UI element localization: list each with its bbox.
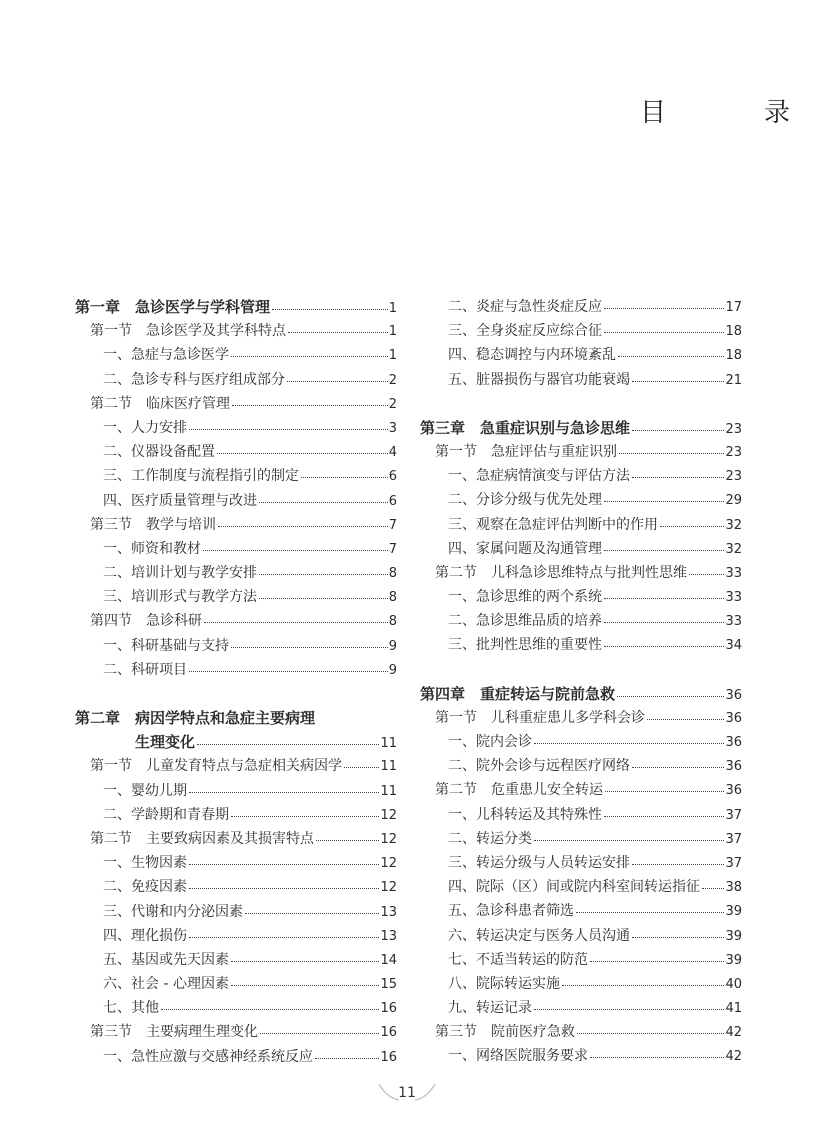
toc-leader-dots xyxy=(231,961,379,962)
toc-leader-dots xyxy=(189,792,379,793)
toc-left-column xyxy=(75,295,397,1069)
toc-entry-page: 33 xyxy=(725,590,742,606)
toc-entry-text: 一、急性应激与交感神经系统反应 xyxy=(103,1048,313,1065)
toc-leader-dots xyxy=(702,888,724,889)
toc-item[interactable] xyxy=(420,633,742,657)
toc-entry-page: 38 xyxy=(725,880,742,896)
toc-chapter[interactable] xyxy=(420,682,742,706)
toc-item[interactable] xyxy=(75,561,397,585)
toc-leader-dots xyxy=(197,744,379,745)
toc-entry-page: 36 xyxy=(725,735,742,750)
toc-entry-text: 一、急症与急诊医学 xyxy=(103,347,229,364)
toc-item[interactable] xyxy=(75,368,397,392)
toc-entry-text: 四、稳态调控与内环境紊乱 xyxy=(448,347,616,364)
toc-entry-text: 九、转运记录 xyxy=(448,1000,532,1017)
toc-entry-text: 三、培训形式与教学方法 xyxy=(103,589,257,606)
toc-chapter-continuation[interactable] xyxy=(75,730,397,754)
toc-entry-page: 39 xyxy=(725,928,742,944)
toc-entry-text: 三、代谢和内分泌因素 xyxy=(103,903,243,920)
toc-leader-dots xyxy=(604,598,724,599)
toc-entry-text: 三、工作制度与流程指引的制定 xyxy=(103,468,299,485)
toc-entry-page: 12 xyxy=(380,807,397,823)
toc-section[interactable] xyxy=(420,706,742,730)
toc-entry-text: 第三章 急重症识别与急诊思维 xyxy=(420,418,631,437)
toc-entry-text: 一、婴幼儿期 xyxy=(103,782,187,799)
toc-item[interactable] xyxy=(420,996,742,1020)
toc-section[interactable] xyxy=(75,392,397,416)
toc-entry-text: 二、院外会诊与远程医疗网络 xyxy=(448,758,630,775)
toc-entry-page: 39 xyxy=(725,904,742,920)
toc-entry-text: 一、急症病情演变与评估方法 xyxy=(448,468,630,485)
toc-entry-text: 一、急诊思维的两个系统 xyxy=(448,589,602,606)
toc-item[interactable] xyxy=(75,489,397,513)
toc-entry-text: 第四节 急诊科研 xyxy=(90,613,202,630)
toc-item[interactable] xyxy=(75,343,397,367)
toc-leader-dots xyxy=(316,840,379,841)
toc-item[interactable] xyxy=(75,803,397,827)
toc-entry-text: 第一章 急诊医学与学科管理 xyxy=(75,298,271,316)
toc-leader-dots xyxy=(632,430,724,431)
toc-leader-dots xyxy=(632,937,724,938)
toc-leader-dots xyxy=(660,526,724,527)
toc-leader-dots xyxy=(272,309,388,310)
toc-entry-page: 42 xyxy=(725,1049,742,1065)
toc-item[interactable] xyxy=(420,368,742,392)
toc-item[interactable] xyxy=(75,585,397,609)
toc-entry-text: 五、脏器损伤与器官功能衰竭 xyxy=(448,371,630,388)
toc-entry-text: 第一节 急症评估与重症识别 xyxy=(435,443,617,460)
toc-item[interactable] xyxy=(420,899,742,923)
toc-section[interactable] xyxy=(75,827,397,851)
toc-entry-text: 四、院际（区）间或院内科室间转运指征 xyxy=(448,879,700,896)
toc-section[interactable] xyxy=(420,440,742,464)
toc-item[interactable] xyxy=(75,900,397,924)
toc-entry-text: 生理变化 xyxy=(135,733,196,752)
toc-spacer xyxy=(75,682,397,706)
toc-entry-page: 29 xyxy=(725,493,742,509)
toc-entry-text: 三、观察在急症评估判断中的作用 xyxy=(448,516,658,533)
toc-leader-dots xyxy=(288,332,388,333)
toc-entry-page: 18 xyxy=(725,324,742,340)
toc-item[interactable] xyxy=(75,972,397,996)
toc-entry-page: 21 xyxy=(725,372,742,388)
toc-leader-dots xyxy=(218,526,388,527)
toc-entry-page: 23 xyxy=(725,444,742,460)
toc-entry-text: 七、其他 xyxy=(103,1000,159,1017)
toc-right-column xyxy=(420,295,742,1069)
toc-entry-page: 9 xyxy=(388,638,397,654)
toc-leader-dots xyxy=(259,502,388,503)
toc-entry-text: 二、仪器设备配置 xyxy=(103,444,215,461)
toc-entry-page: 37 xyxy=(725,807,742,823)
toc-item[interactable] xyxy=(75,416,397,440)
toc-leader-dots xyxy=(231,816,379,817)
toc-entry-text: 第二节 临床医疗管理 xyxy=(90,395,230,412)
toc-entry-page: 39 xyxy=(725,952,742,968)
toc-entry-page: 33 xyxy=(725,614,742,630)
toc-entry-text: 三、转运分级与人员转运安排 xyxy=(448,854,630,871)
toc-item[interactable] xyxy=(420,1044,742,1068)
toc-entry-text: 四、医疗质量管理与改进 xyxy=(103,492,257,509)
toc-leader-dots xyxy=(590,961,724,962)
toc-entry-text: 一、网络医院服务要求 xyxy=(448,1048,588,1065)
toc-leader-dots xyxy=(617,696,724,697)
toc-leader-dots xyxy=(689,574,724,575)
toc-entry-page: 13 xyxy=(380,928,397,944)
toc-leader-dots xyxy=(204,622,388,623)
toc-entry-text: 第四章 重症转运与院前急救 xyxy=(420,684,616,703)
toc-entry-text: 一、师资和教材 xyxy=(103,540,201,557)
toc-entry-page: 36 xyxy=(725,759,742,775)
toc-item[interactable] xyxy=(75,996,397,1020)
toc-item[interactable] xyxy=(75,658,397,682)
toc-item[interactable] xyxy=(75,634,397,658)
toc-entry-text: 二、转运分类 xyxy=(448,830,532,847)
toc-entry-page: 7 xyxy=(388,541,397,557)
toc-entry-page: 41 xyxy=(725,1001,742,1017)
toc-entry-page: 12 xyxy=(380,831,397,847)
toc-item[interactable] xyxy=(420,585,742,609)
toc-entry-page: 15 xyxy=(380,977,397,993)
toc-leader-dots xyxy=(217,453,388,454)
toc-leader-dots xyxy=(231,985,380,986)
toc-entry-text: 二、培训计划与教学安排 xyxy=(103,565,257,582)
toc-entry-page: 23 xyxy=(725,469,742,485)
toc-item[interactable] xyxy=(75,779,397,803)
toc-entry-page: 42 xyxy=(725,1025,742,1041)
toc-leader-dots xyxy=(647,719,724,720)
toc-entry-page: 16 xyxy=(380,1001,397,1017)
toc-entry-page: 11 xyxy=(380,783,397,799)
toc-item[interactable] xyxy=(420,972,742,996)
toc-entry-text: 第二节 儿科急诊思维特点与批判性思维 xyxy=(435,564,687,581)
toc-item[interactable] xyxy=(420,948,742,972)
toc-leader-dots xyxy=(604,622,724,623)
toc-item[interactable] xyxy=(75,924,397,948)
toc-section[interactable] xyxy=(75,319,397,343)
toc-leader-dots xyxy=(534,1009,724,1010)
toc-entry-page: 18 xyxy=(725,348,742,364)
toc-entry-text: 二、急诊思维品质的培养 xyxy=(448,613,602,630)
toc-item[interactable] xyxy=(420,609,742,633)
toc-item[interactable] xyxy=(420,803,742,827)
toc-entry-text: 二、炎症与急性炎症反应 xyxy=(448,299,602,315)
toc-entry-page: 17 xyxy=(725,300,742,315)
toc-entry-page: 32 xyxy=(725,517,742,533)
toc-entry-text: 二、学龄期和青春期 xyxy=(103,806,229,823)
toc-entry-page: 1 xyxy=(388,324,397,340)
toc-entry-page: 8 xyxy=(388,566,397,582)
toc-entry-page: 13 xyxy=(380,904,397,920)
toc-entry-text: 第三节 院前医疗急救 xyxy=(435,1024,575,1041)
page-title: 目 录 xyxy=(640,98,826,128)
toc-leader-dots xyxy=(576,912,724,913)
toc-leader-dots xyxy=(590,1057,724,1058)
toc-leader-dots xyxy=(604,646,724,647)
toc-leader-dots xyxy=(189,888,379,889)
toc-entry-page: 37 xyxy=(725,831,742,847)
toc-leader-dots xyxy=(632,767,724,768)
toc-spacer xyxy=(420,392,742,416)
toc-item[interactable] xyxy=(420,464,742,488)
toc-entry-page: 8 xyxy=(388,590,397,606)
toc-leader-dots xyxy=(189,937,379,938)
toc-entry-page: 16 xyxy=(380,1049,397,1065)
toc-entry-text: 八、院际转运实施 xyxy=(448,975,560,992)
toc-entry-text: 一、人力安排 xyxy=(103,419,187,436)
toc-item[interactable] xyxy=(420,924,742,948)
toc-item[interactable] xyxy=(420,295,742,319)
toc-entry-page: 12 xyxy=(380,856,397,872)
toc-item[interactable] xyxy=(420,343,742,367)
toc-leader-dots xyxy=(604,308,724,309)
toc-leader-dots xyxy=(231,647,388,648)
toc-entry-page: 11 xyxy=(380,736,397,752)
toc-leader-dots xyxy=(259,574,388,575)
toc-leader-dots xyxy=(534,840,724,841)
toc-entry-text: 一、院内会诊 xyxy=(448,734,532,750)
toc-entry-text: 第二节 危重患儿安全转运 xyxy=(435,782,603,799)
toc-leader-dots xyxy=(534,743,724,744)
toc-entry-page: 4 xyxy=(388,445,397,461)
toc-entry-text: 二、急诊专科与医疗组成部分 xyxy=(103,371,285,388)
toc-entry-page: 12 xyxy=(380,880,397,896)
toc-entry-page: 11 xyxy=(380,759,397,775)
toc-entry-page: 1 xyxy=(388,301,397,316)
toc-leader-dots xyxy=(232,405,388,406)
toc-leader-dots xyxy=(632,864,724,865)
toc-entry-page: 36 xyxy=(725,710,742,726)
toc-entry-text: 四、理化损伤 xyxy=(103,927,187,944)
toc-leader-dots xyxy=(315,1058,379,1059)
toc-entry-page: 36 xyxy=(725,687,742,703)
toc-entry-page: 1 xyxy=(388,348,397,364)
toc-item[interactable] xyxy=(420,537,742,561)
toc-entry-page: 36 xyxy=(725,783,742,799)
toc-entry-text: 第一节 儿童发育特点与急症相关病因学 xyxy=(90,758,342,775)
toc-item[interactable] xyxy=(420,513,742,537)
toc-entry-page: 2 xyxy=(388,372,397,388)
toc-item[interactable] xyxy=(420,851,742,875)
toc-leader-dots xyxy=(577,1033,724,1034)
toc-entry-text: 五、基因或先天因素 xyxy=(103,951,229,968)
toc-entry-page: 37 xyxy=(725,855,742,871)
toc-section[interactable] xyxy=(75,754,397,778)
toc-entry-text: 二、科研项目 xyxy=(103,661,187,678)
toc-chapter[interactable] xyxy=(75,295,397,319)
toc-section[interactable] xyxy=(75,609,397,633)
toc-leader-dots xyxy=(604,332,724,333)
toc-chapter-title[interactable]: 第二章 病因学特点和急症主要病理 xyxy=(75,709,316,727)
toc-leader-dots xyxy=(562,985,724,986)
toc-item[interactable] xyxy=(420,827,742,851)
toc-leader-dots xyxy=(189,429,388,430)
toc-section[interactable] xyxy=(420,1020,742,1044)
toc-entry-page: 34 xyxy=(725,638,742,654)
page-number: 11 xyxy=(398,1085,416,1101)
page-footer xyxy=(377,1080,437,1106)
toc-entry-page: 14 xyxy=(380,952,397,968)
toc-item[interactable] xyxy=(420,754,742,778)
toc-entry-text: 三、批判性思维的重要性 xyxy=(448,637,602,654)
toc-leader-dots xyxy=(632,381,724,382)
toc-entry-text: 第三节 主要病理生理变化 xyxy=(90,1024,258,1041)
toc-leader-dots xyxy=(604,816,724,817)
toc-entry-page: 40 xyxy=(725,976,742,992)
toc-item[interactable] xyxy=(75,537,397,561)
toc-entry-page: 8 xyxy=(388,614,397,630)
toc-leader-dots xyxy=(259,598,388,599)
toc-entry-text: 六、社会 - 心理因素 xyxy=(103,976,229,993)
toc-entry-text: 第三节 教学与培训 xyxy=(90,516,216,533)
toc-leader-dots xyxy=(618,356,724,357)
toc-item[interactable] xyxy=(75,875,397,899)
toc-spacer xyxy=(420,658,742,682)
toc-leader-dots xyxy=(619,453,724,454)
toc-leader-dots xyxy=(605,791,724,792)
toc-entry-page: 7 xyxy=(388,517,397,533)
toc-chapter[interactable] xyxy=(420,416,742,440)
toc-entry-page: 2 xyxy=(388,396,397,412)
toc-entry-text: 第一节 儿科重症患儿多学科会诊 xyxy=(435,709,645,726)
toc-entry-text: 七、不适当转运的防范 xyxy=(448,951,588,968)
toc-section[interactable] xyxy=(420,561,742,585)
toc-entry-text: 一、儿科转运及其特殊性 xyxy=(448,806,602,823)
toc-entry-page: 16 xyxy=(380,1025,397,1041)
toc-leader-dots xyxy=(161,1009,379,1010)
toc-item[interactable] xyxy=(420,488,742,512)
toc-entry-text: 六、转运决定与医务人员沟通 xyxy=(448,927,630,944)
toc-entry-page: 3 xyxy=(388,420,397,436)
toc-item[interactable] xyxy=(75,948,397,972)
toc-section[interactable] xyxy=(420,778,742,802)
toc-entry-page: 32 xyxy=(725,541,742,557)
toc-item[interactable] xyxy=(75,851,397,875)
toc-leader-dots xyxy=(231,356,388,357)
toc-item[interactable] xyxy=(420,319,742,343)
toc-leader-dots xyxy=(344,767,379,768)
toc-entry-text: 一、生物因素 xyxy=(103,855,187,872)
toc-entry-text: 五、急诊科患者筛选 xyxy=(448,903,574,920)
toc-entry-text: 第一节 急诊医学及其学科特点 xyxy=(90,323,286,340)
toc-item[interactable] xyxy=(420,875,742,899)
toc-item[interactable] xyxy=(75,464,397,488)
toc-entry-text: 一、科研基础与支持 xyxy=(103,637,229,654)
toc-leader-dots xyxy=(632,477,724,478)
toc-leader-dots xyxy=(189,864,379,865)
toc-section[interactable] xyxy=(75,1020,397,1044)
toc-entry-page: 6 xyxy=(388,493,397,509)
toc-entry-page: 6 xyxy=(388,469,397,485)
toc-leader-dots xyxy=(189,671,388,672)
toc-item[interactable] xyxy=(75,1045,397,1069)
toc-section[interactable] xyxy=(75,513,397,537)
toc-entry-page: 9 xyxy=(388,662,397,678)
toc-leader-dots xyxy=(260,1033,379,1034)
toc-entry-text: 四、家属问题及沟通管理 xyxy=(448,540,602,557)
toc-entry-text: 三、全身炎症反应综合征 xyxy=(448,323,602,340)
toc-entry-page: 23 xyxy=(725,421,742,437)
toc-leader-dots xyxy=(287,381,388,382)
toc-leader-dots xyxy=(203,550,388,551)
toc-entry-page: 33 xyxy=(725,565,742,581)
toc-entry-text: 二、免疫因素 xyxy=(103,879,187,896)
toc-leader-dots xyxy=(604,501,724,502)
toc-leader-dots xyxy=(604,550,724,551)
toc-item[interactable] xyxy=(420,730,742,754)
toc-item[interactable] xyxy=(75,440,397,464)
toc-entry-text: 第二节 主要致病因素及其损害特点 xyxy=(90,830,314,847)
toc-leader-dots xyxy=(301,477,388,478)
toc-entry-text: 二、分诊分级与优先处理 xyxy=(448,492,602,509)
toc-leader-dots xyxy=(245,913,379,914)
